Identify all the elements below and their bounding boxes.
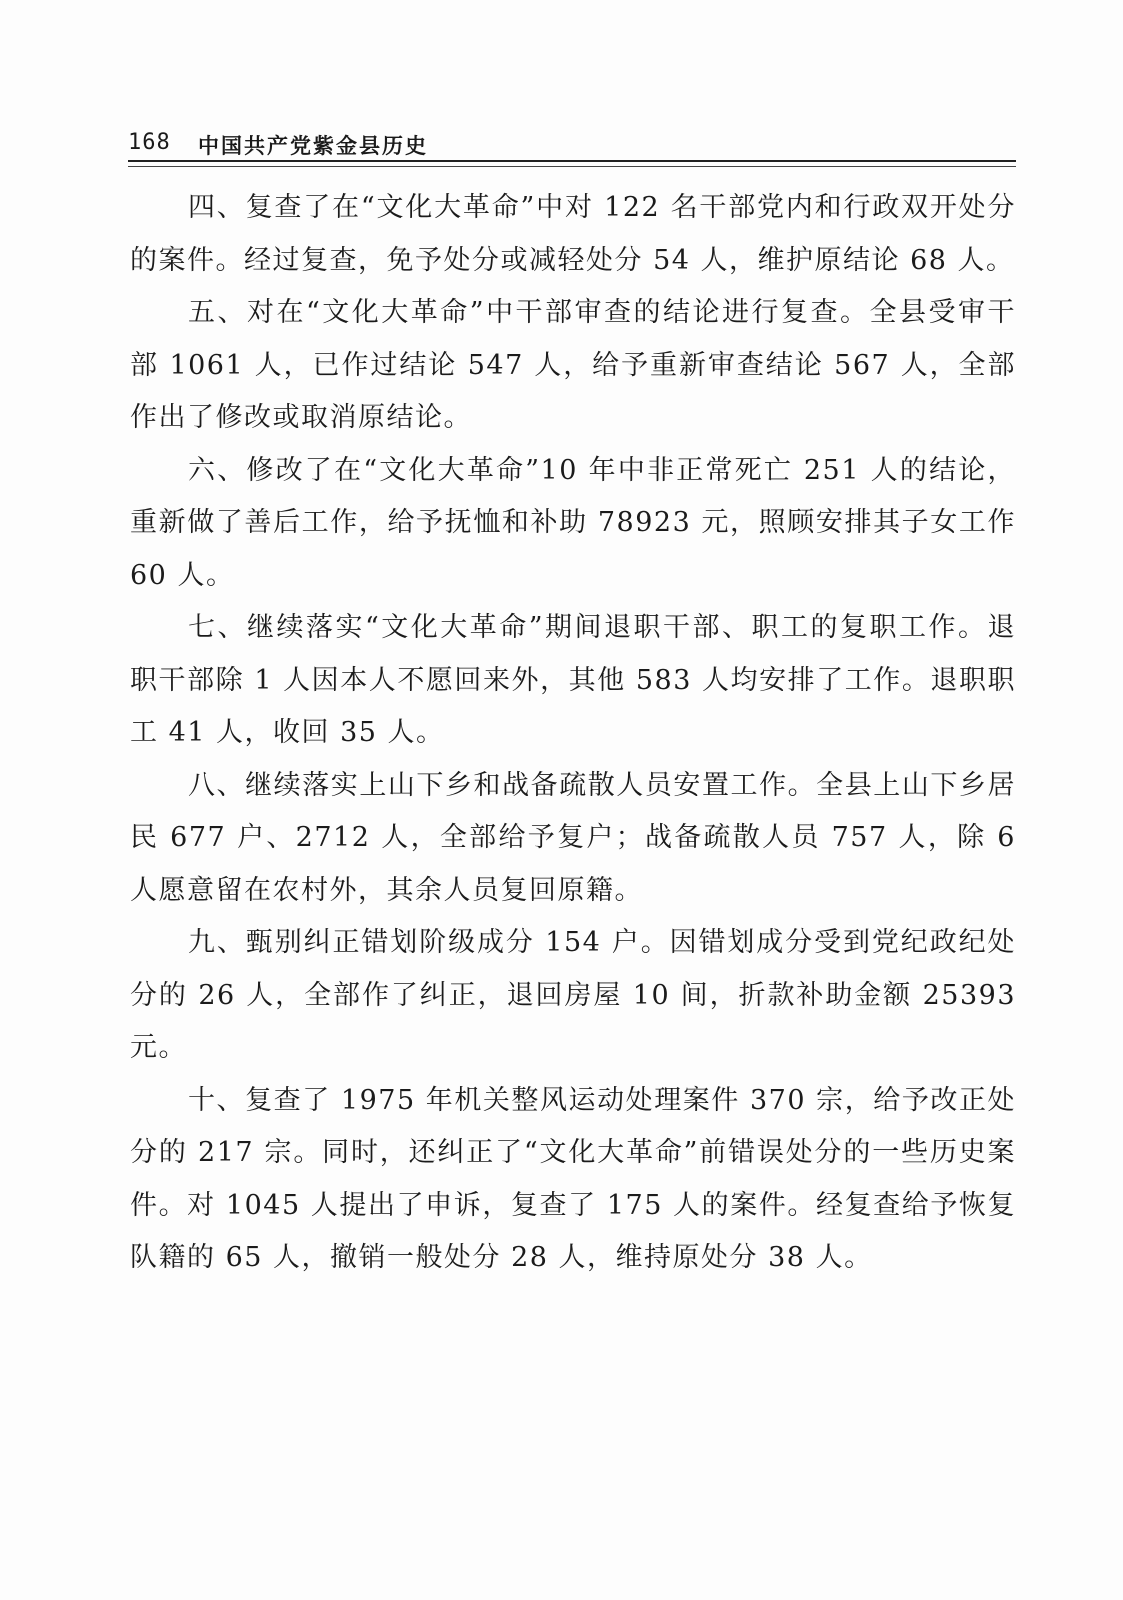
paragraph-9: 九、甄别纠正错划阶级成分 154 户。因错划成分受到党纪政纪处分的 26 人，全部作了纠正，退回房屋 10 间，折款补助金额 25393 元。 — [130, 927, 1016, 1063]
paragraph-6: 六、修改了在“文化大革命”10 年中非正常死亡 251 人的结论，重新做了善后工作，给予抚恤和补助 78923 元，照顾安排其子女工作 60 人。 — [130, 454, 1016, 591]
running-title: 中国共产党紫金县历史 — [198, 133, 428, 158]
page-header — [128, 128, 1016, 168]
paragraph-10: 十、复查了 1975 年机关整风运动处理案件 370 宗，给予改正处分的 217 宗。同时，还纠正了“文化大革命”前错误处分的一些历史案件。对 1045 人提出了申诉，复查了 175 人的案件。经复查给予恢复队籍的 65 人，撤销一般处分 28 人，维持原处分 38 人。 — [130, 1084, 1016, 1273]
paragraph-5: 五、对在“文化大革命”中干部审查的结论进行复查。全县受审干部 1061 人，已作过结论 547 人，给予重新审查结论 567 人，全部作出了修改或取消原结论。 — [130, 297, 1016, 433]
paragraph-4: 四、复查了在“文化大革命”中对 122 名干部党内和行政双开处分的案件。经过复查，免予处分或减轻处分 54 人，维护原结论 68 人。 — [130, 192, 1016, 276]
page-number: 168 — [128, 130, 171, 155]
header-rule-thick — [128, 160, 1016, 162]
paragraph-7: 七、继续落实“文化大革命”期间退职干部、职工的复职工作。退职干部除 1 人因本人不愿回来外，其他 583 人均安排了工作。退职职工 41 人，收回 35 人。 — [130, 612, 1016, 748]
body-text — [130, 182, 1016, 1285]
header-rule-thin — [128, 166, 1016, 167]
paragraph-8: 八、继续落实上山下乡和战备疏散人员安置工作。全县上山下乡居民 677 户、2712 人，全部给予复户；战备疏散人员 757 人，除 6 人愿意留在农村外，其余人员复回原籍。 — [130, 769, 1016, 906]
